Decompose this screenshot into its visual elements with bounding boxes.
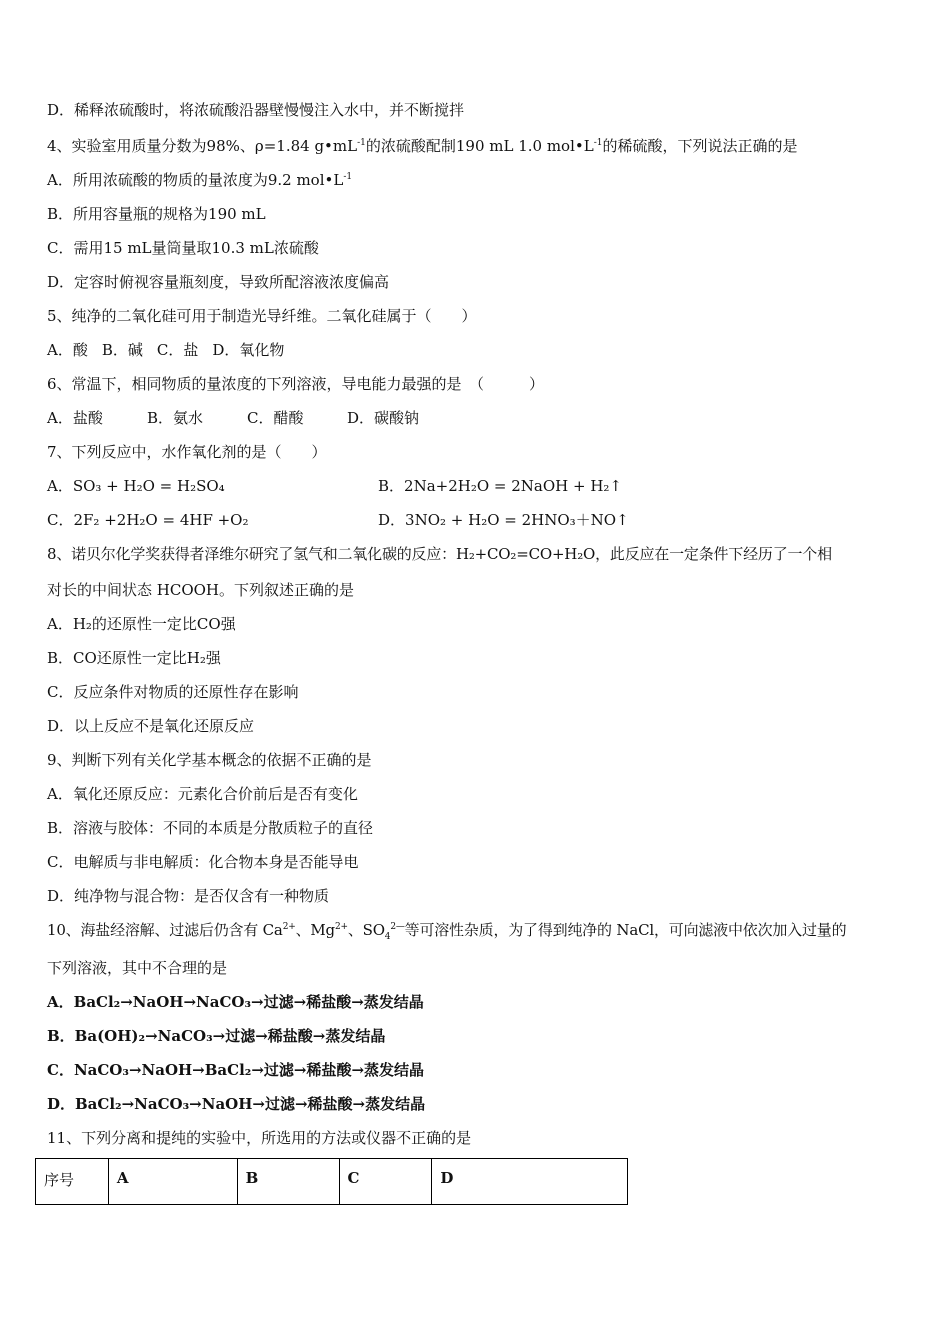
q9-option-c: C．电解质与非电解质：化合物本身是否能导电: [47, 853, 359, 871]
q10-stem-line2: 下列溶液，其中不合理的是: [47, 959, 228, 977]
q8-stem-line2: 对长的中间状态 HCOOH。下列叙述正确的是: [47, 581, 355, 599]
q8-option-d: D．以上反应不是氧化还原反应: [47, 717, 255, 735]
q4-stem-part1: 4、实验室用质量分数为98%、ρ=1.84 g•mL: [47, 137, 358, 155]
q6-options: [47, 408, 447, 428]
q6-option-c: C．醋酸: [247, 409, 304, 427]
q4-stem-part3: 的稀硫酸，下列说法正确的是: [602, 137, 798, 155]
q11-table: [35, 1158, 628, 1205]
q8-option-b: B．CO还原性一定比H₂强: [47, 649, 221, 667]
q9-option-b: B．溶液与胶体：不同的本质是分散质粒子的直径: [47, 819, 374, 837]
q7-option-c: C．2F₂ +2H₂O = 4HF +O₂: [47, 511, 249, 529]
q5-option-c: C．盐: [156, 341, 199, 359]
q4-option-c: C．需用15 mL量筒量取10.3 mL浓硫酸: [47, 239, 319, 257]
q4-stem-sup2: -1: [593, 138, 603, 148]
q10-ca-charge: 2+: [282, 922, 296, 932]
q10-stem-part4: 等可溶性杂质，为了得到纯净的 NaCl，可向滤液中依次加入过量的: [404, 921, 847, 939]
q4-option-d: D．定容时俯视容量瓶刻度，导致所配溶液浓度偏高: [47, 273, 390, 291]
q5-options: [47, 340, 298, 360]
q4-option-b: B．所用容量瓶的规格为190 mL: [47, 205, 266, 223]
q4-stem-part2: 的浓硫酸配制190 mL 1.0 mol•L: [365, 137, 594, 155]
q11-header-d: D: [432, 1159, 628, 1205]
q8-option-c: C．反应条件对物质的还原性存在影响: [47, 683, 299, 701]
q10-stem-part3: 、SO: [347, 921, 385, 939]
q11-header-a: A: [108, 1159, 237, 1205]
q10-stem-part2: 、Mg: [295, 921, 335, 939]
q6-option-a: A．盐酸: [47, 409, 103, 427]
q10-stem-part1: 10、海盐经溶解、过滤后仍含有 Ca: [47, 921, 283, 939]
q5-stem: 5、纯净的二氧化硅可用于制造光导纤维。二氧化硅属于（ ）: [47, 307, 477, 325]
q5-option-d: D．氧化物: [212, 341, 285, 359]
q8-stem-line1: 8、诺贝尔化学奖获得者泽维尔研究了氢气和二氧化碳的反应：H₂+CO₂=CO+H₂O，此反应在一定条件下经历了一个相: [47, 545, 832, 563]
q6-option-d: D．碳酸钠: [347, 409, 420, 427]
q11-stem: 11、下列分离和提纯的实验中，所选用的方法或仪器不正确的是: [47, 1129, 472, 1147]
q9-option-a: A．氧化还原反应：元素化合价前后是否有变化: [47, 785, 358, 803]
q10-option-a: A．BaCl₂→NaOH→NaCO₃→过滤→稀盐酸→蒸发结晶: [47, 993, 424, 1011]
q9-option-d: D．纯净物与混合物：是否仅含有一种物质: [47, 887, 330, 905]
q10-mg-charge: 2+: [334, 922, 348, 932]
q7-option-d: D．3NO₂ + H₂O = 2HNO₃＋NO↑: [378, 511, 629, 529]
q10-option-c: C．NaCO₃→NaOH→BaCl₂→过滤→稀盐酸→蒸发结晶: [47, 1061, 425, 1079]
q8-option-a: A．H₂的还原性一定比CO强: [47, 615, 236, 633]
q11-header-b: B: [237, 1159, 339, 1205]
q10-so-subscript: 4: [384, 932, 391, 942]
table-row: [36, 1159, 628, 1205]
q6-stem: 6、常温下，相同物质的量浓度的下列溶液，导电能力最强的是 （ ）: [47, 375, 545, 393]
q4-option-a-sup: -1: [343, 172, 353, 182]
q10-option-b: B．Ba(OH)₂→NaCO₃→过滤→稀盐酸→蒸发结晶: [47, 1027, 386, 1045]
q10-option-d: D．BaCl₂→NaCO₃→NaOH→过滤→稀盐酸→蒸发结晶: [47, 1095, 426, 1113]
q5-option-b: B．碱: [101, 341, 143, 359]
q9-stem: 9、判断下列有关化学基本概念的依据不正确的是: [47, 751, 372, 769]
q6-option-b: B．氨水: [147, 409, 204, 427]
q4-stem-sup1: -1: [357, 138, 366, 148]
q5-option-a: A．酸: [47, 341, 88, 359]
q4-option-a-text: A．所用浓硫酸的物质的量浓度为9.2 mol•L: [47, 171, 344, 189]
q4-stem: [47, 136, 798, 156]
q7-stem: 7、下列反应中，水作氧化剂的是（ ）: [47, 443, 327, 461]
q11-header-c: C: [339, 1159, 432, 1205]
q4-option-a: [47, 170, 352, 190]
q3-option-d: D．稀释浓硫酸时，将浓硫酸沿器壁慢慢注入水中，并不断搅拌: [47, 101, 465, 119]
q7-option-a: A．SO₃ + H₂O = H₂SO₄: [47, 477, 225, 495]
q11-header-index: 序号: [36, 1159, 109, 1205]
q10-so-charge: 2—: [390, 922, 405, 932]
q7-option-b: B．2Na+2H₂O = 2NaOH + H₂↑: [378, 477, 622, 495]
q10-stem-line1: [47, 920, 846, 940]
